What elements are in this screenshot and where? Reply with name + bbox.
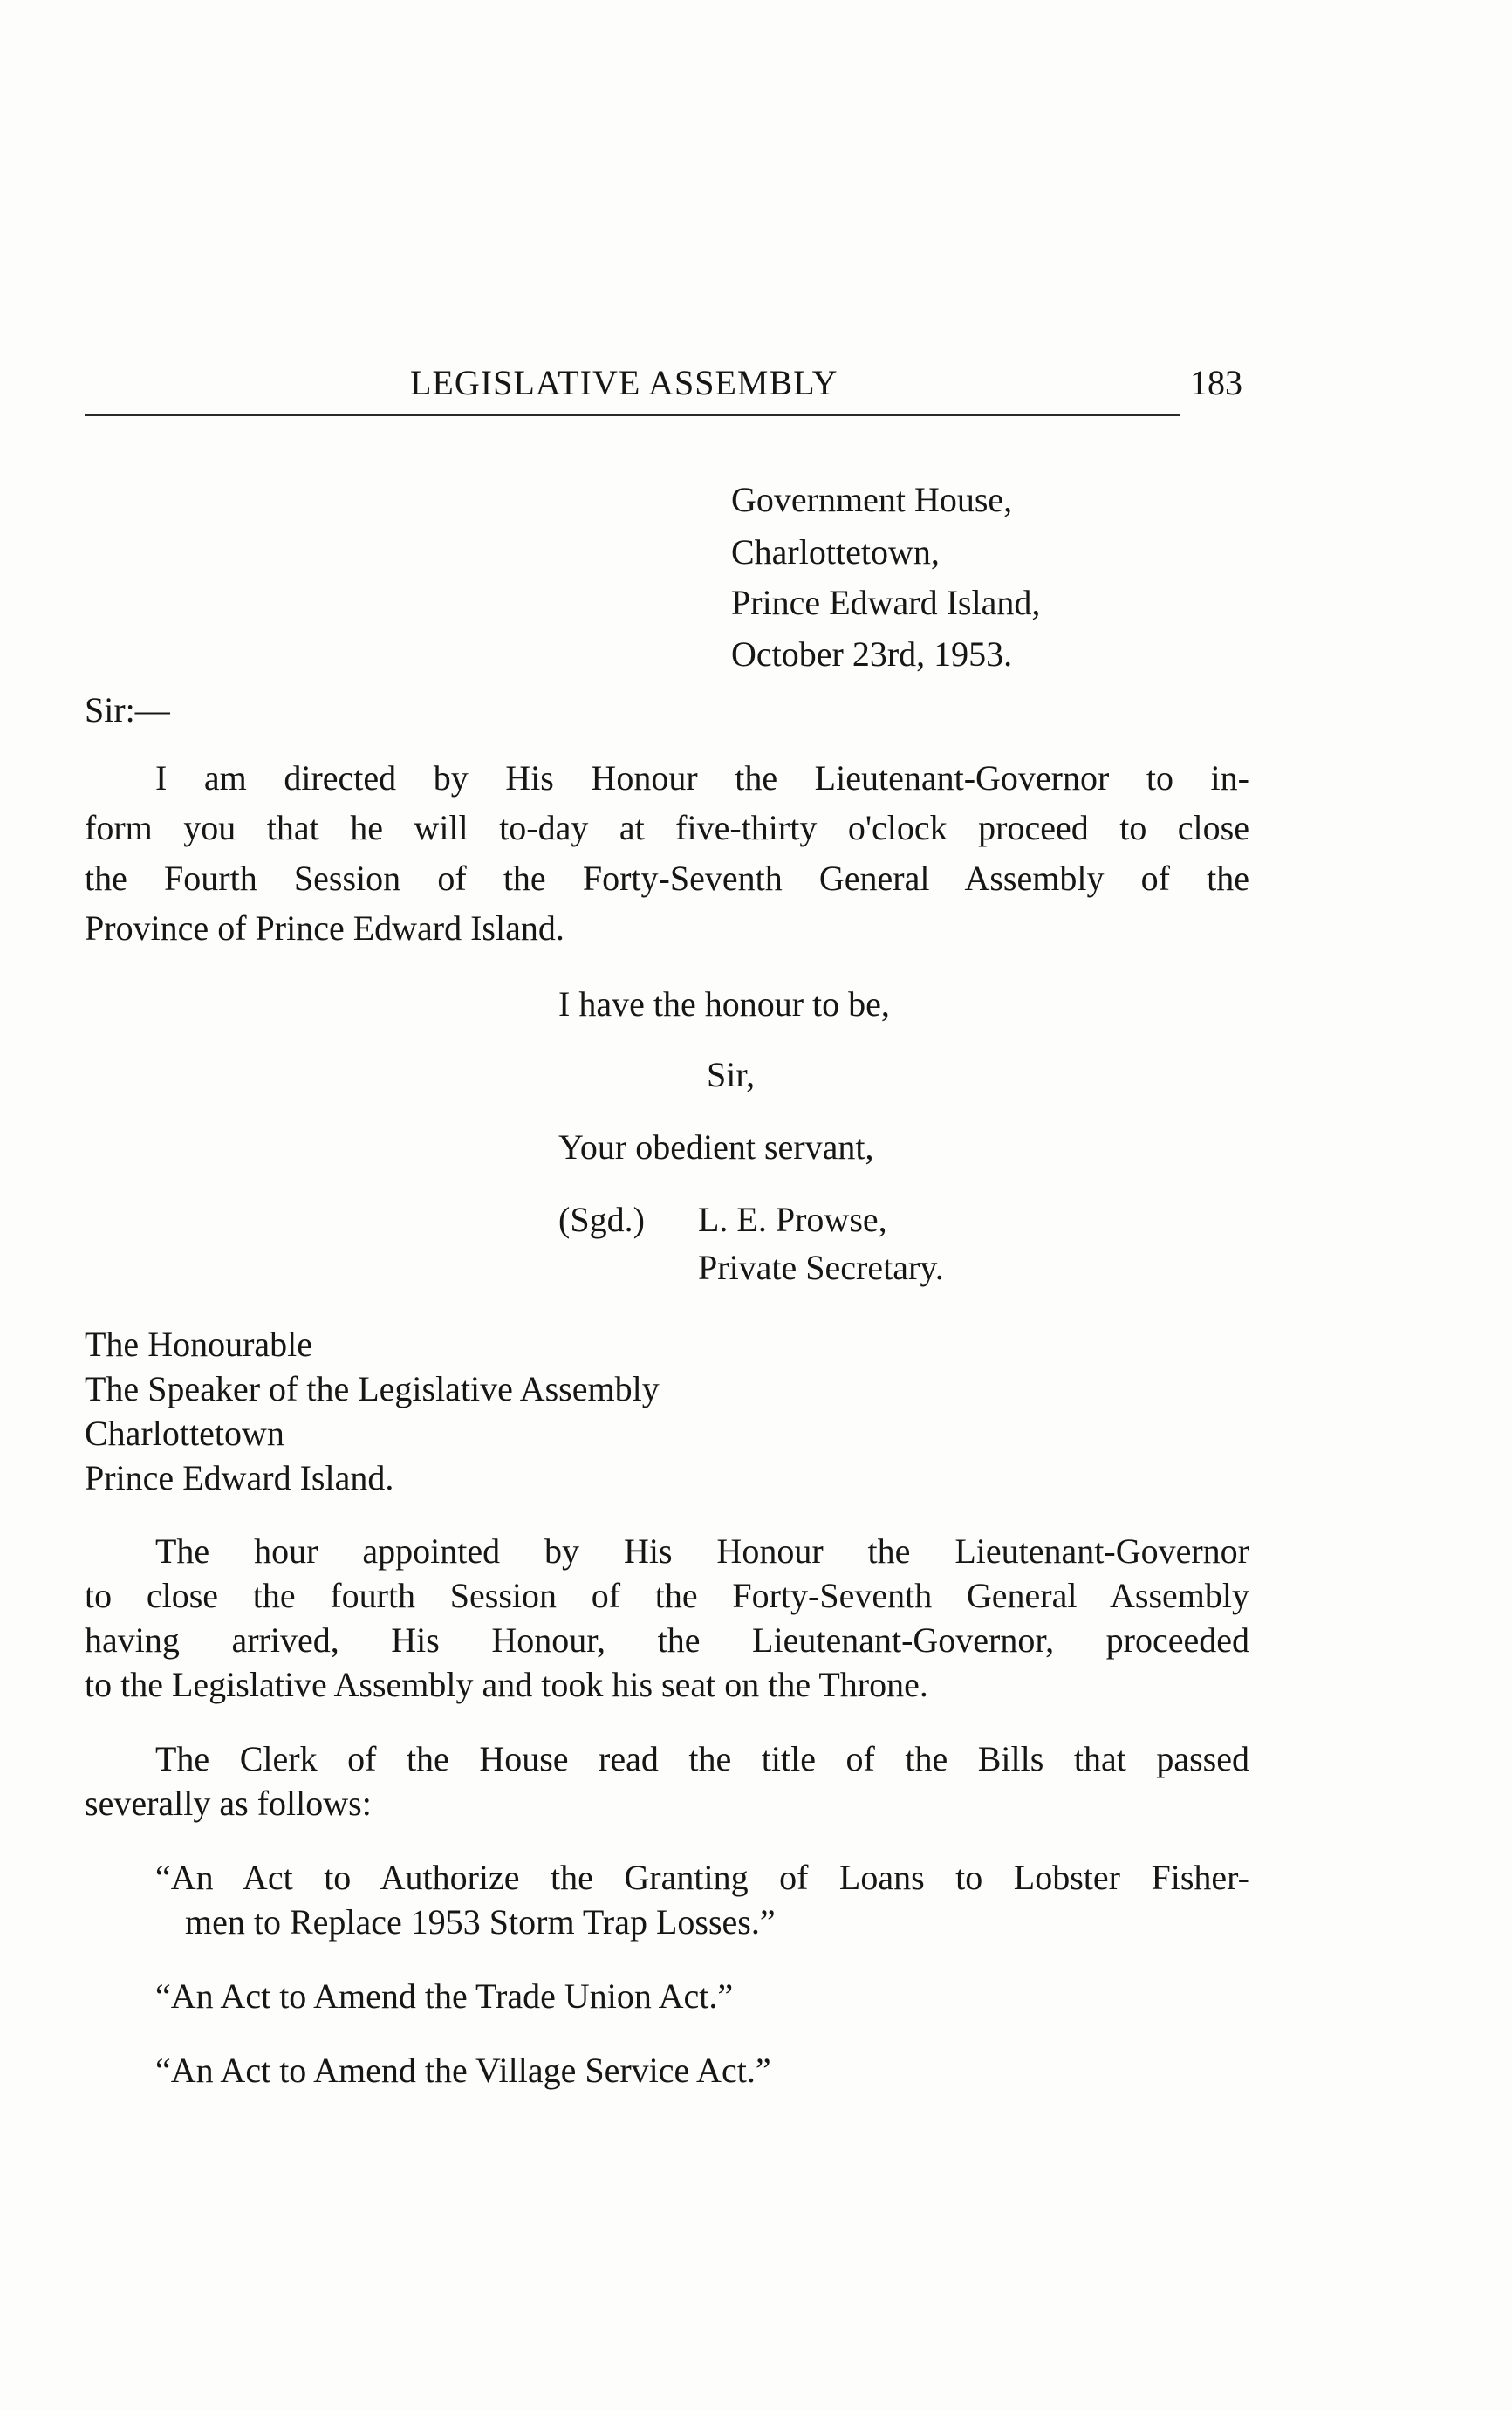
paragraph-line: The hour appointed by His Honour the Lieutenant-Governor xyxy=(155,1531,1249,1571)
closing-line: I have the honour to be, xyxy=(558,984,890,1024)
paragraph-line: The Clerk of the House read the title of the Bills that passed xyxy=(155,1739,1249,1778)
body-line: Province of Prince Edward Island. xyxy=(85,908,564,948)
recipient-line: Prince Edward Island. xyxy=(85,1458,394,1497)
paragraph-line: to the Legislative Assembly and took his seat on the Throne. xyxy=(85,1665,928,1704)
address-date: October 23rd, 1953. xyxy=(731,634,1013,674)
closing-line: Sir, xyxy=(707,1055,756,1094)
paragraph-line: having arrived, His Honour, the Lieutenant-Governor, proceeded xyxy=(85,1620,1249,1660)
recipient-line: The Speaker of the Legislative Assembly xyxy=(85,1369,660,1408)
recipient-line: The Honourable xyxy=(85,1325,313,1364)
recipient-line: Charlottetown xyxy=(85,1414,284,1453)
signature-title: Private Secretary. xyxy=(698,1248,944,1287)
closing-line: Your obedient servant, xyxy=(558,1127,874,1167)
bill-title-line: “An Act to Amend the Village Service Act.” xyxy=(155,2051,771,2090)
signature-prefix: (Sgd.) xyxy=(558,1200,645,1239)
running-head xyxy=(0,362,1512,406)
salutation: Sir:— xyxy=(85,690,170,729)
body-line: I am directed by His Honour the Lieutenant-Governor to in- xyxy=(155,758,1249,798)
header-rule xyxy=(85,414,1180,416)
signature-name: L. E. Prowse, xyxy=(698,1200,887,1239)
address-line: Charlottetown, xyxy=(731,532,940,572)
address-line: Government House, xyxy=(731,480,1013,519)
paragraph-line: to close the fourth Session of the Forty-Seventh General Assembly xyxy=(85,1576,1249,1615)
running-head-title: LEGISLATIVE ASSEMBLY xyxy=(410,363,838,402)
body-line: form you that he will to-day at five-thirty o'clock proceed to close xyxy=(85,808,1249,847)
bill-title-line: men to Replace 1953 Storm Trap Losses.” xyxy=(185,1902,776,1942)
bill-title-line: “An Act to Amend the Trade Union Act.” xyxy=(155,1976,734,2016)
paragraph-line: severally as follows: xyxy=(85,1784,372,1823)
body-line: the Fourth Session of the Forty-Seventh General Assembly of the xyxy=(85,859,1249,898)
bill-title-line: “An Act to Authorize the Granting of Loans to Lobster Fisher- xyxy=(155,1858,1249,1897)
page-number: 183 xyxy=(1190,363,1242,402)
address-line: Prince Edward Island, xyxy=(731,583,1041,622)
